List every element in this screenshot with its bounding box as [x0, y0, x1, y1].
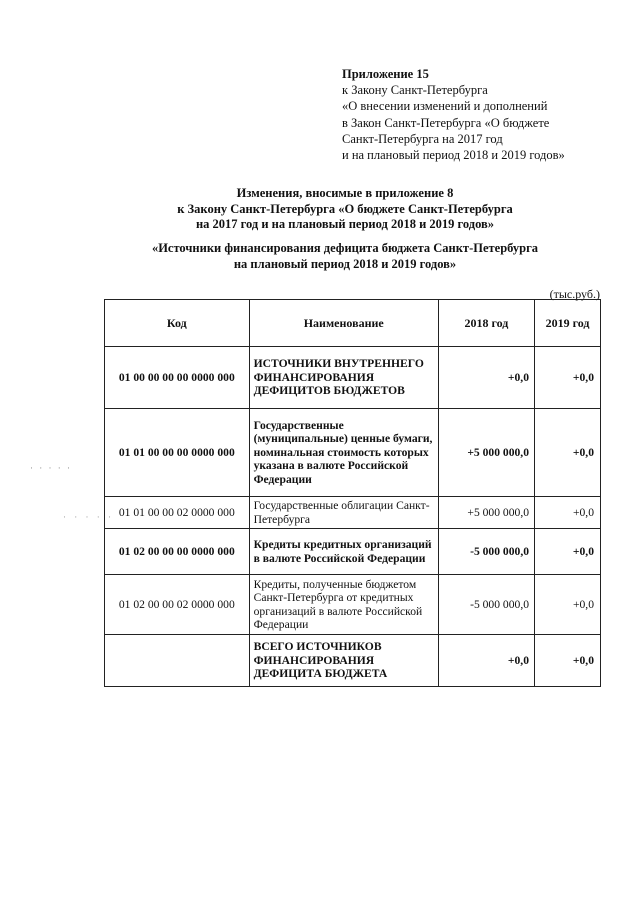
- appendix-line: «О внесении изменений и дополнений: [342, 99, 548, 114]
- table-row: [105, 635, 601, 687]
- cell-code: 01 02 00 00 02 0000 000: [105, 575, 250, 635]
- cell-2018: +0,0: [438, 347, 534, 409]
- header-2019: 2019 год: [535, 300, 601, 347]
- header-code: Код: [105, 300, 250, 347]
- document-subheading: [100, 241, 590, 272]
- units-label: (тыс.руб.): [549, 287, 600, 301]
- cell-2019: +0,0: [535, 497, 601, 529]
- appendix-line: к Закону Санкт-Петербурга: [342, 83, 488, 98]
- header-name: Наименование: [249, 300, 438, 347]
- table-header-row: [105, 300, 601, 347]
- appendix-header: [342, 66, 632, 163]
- subheading-line: «Источники финансирования дефицита бюджета Санкт-Петербурга: [151, 241, 539, 255]
- cell-code: 01 00 00 00 00 0000 000: [105, 347, 250, 409]
- cell-name: ИСТОЧНИКИ ВНУТРЕННЕГО ФИНАНСИРОВАНИЯ ДЕФИЦИТОВ БЮДЖЕТОВ: [249, 347, 438, 409]
- cell-code: [105, 635, 250, 687]
- appendix-title: Приложение 15: [342, 67, 429, 81]
- scan-artifact: · · · · ·: [63, 512, 114, 522]
- cell-2018: +5 000 000,0: [438, 409, 534, 497]
- cell-name: Государственные (муниципальные) ценные бумаги, номинальная стоимость которых указана в валюте Российской Федерации: [249, 409, 438, 497]
- cell-name: Кредиты, полученные бюджетом Санкт-Петербурга от кредитных организаций в валюте Российской Федерации: [249, 575, 438, 635]
- financing-sources-table: [104, 299, 601, 687]
- table-row: [105, 347, 601, 409]
- appendix-line: Санкт-Петербурга на 2017 год: [342, 131, 503, 146]
- cell-2019: +0,0: [535, 575, 601, 635]
- cell-name: Кредиты кредитных организаций в валюте Российской Федерации: [249, 529, 438, 575]
- appendix-line: и на плановый период 2018 и 2019 годов»: [342, 148, 565, 163]
- header-2018: 2018 год: [438, 300, 534, 347]
- appendix-line: в Закон Санкт-Петербурга «О бюджете: [342, 115, 550, 130]
- table-row: [105, 497, 601, 529]
- heading-line: на 2017 год и на плановый период 2018 и 2019 годов»: [195, 217, 495, 231]
- table-row: [105, 409, 601, 497]
- scan-artifact: · · · · ·: [30, 463, 72, 473]
- cell-code: 01 02 00 00 00 0000 000: [105, 529, 250, 575]
- cell-2019: +0,0: [535, 529, 601, 575]
- document-heading: [100, 186, 590, 233]
- cell-code: 01 01 00 00 00 0000 000: [105, 409, 250, 497]
- heading-line: к Закону Санкт-Петербурга «О бюджете Санкт-Петербурга: [177, 201, 513, 216]
- subheading-line: на плановый период 2018 и 2019 годов»: [233, 256, 457, 271]
- heading-line: Изменения, вносимые в приложение 8: [236, 186, 454, 200]
- table-row: [105, 575, 601, 635]
- cell-name: ВСЕГО ИСТОЧНИКОВ ФИНАНСИРОВАНИЯ ДЕФИЦИТА БЮДЖЕТА: [249, 635, 438, 687]
- cell-code: 01 01 00 00 02 0000 000: [105, 497, 250, 529]
- cell-2018: +5 000 000,0: [438, 497, 534, 529]
- cell-2019: +0,0: [535, 347, 601, 409]
- cell-2018: -5 000 000,0: [438, 529, 534, 575]
- cell-2018: -5 000 000,0: [438, 575, 534, 635]
- cell-2019: +0,0: [535, 635, 601, 687]
- cell-2019: +0,0: [535, 409, 601, 497]
- table-row: [105, 529, 601, 575]
- cell-2018: +0,0: [438, 635, 534, 687]
- cell-name: Государственные облигации Санкт-Петербурга: [249, 497, 438, 529]
